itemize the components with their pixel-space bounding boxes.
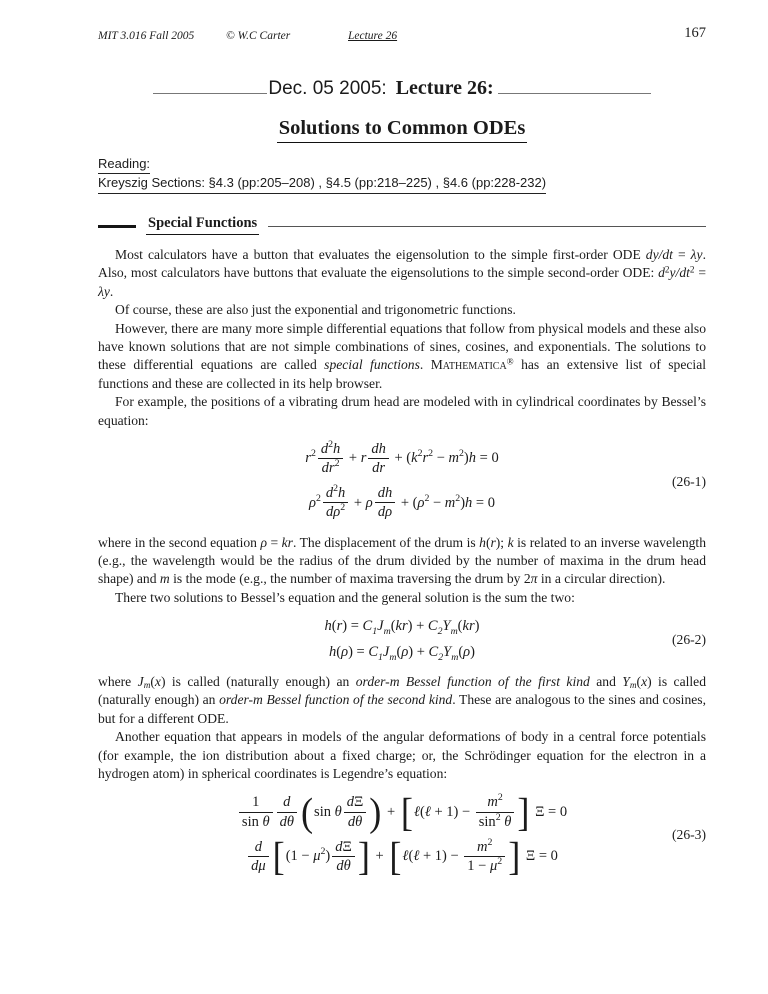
reading-sections: Kreyszig Sections: §4.3 (pp:205–208) , §4.5 (pp:218–225) , §4.6 (pp:228-232) [98, 175, 546, 194]
lecture-header-link[interactable]: Lecture 26 [348, 30, 398, 42]
title-rule-right [498, 93, 651, 94]
lecture-number: Lecture 26: [395, 77, 494, 99]
reading-block [98, 156, 706, 194]
equation-26-3 [98, 783, 706, 887]
paragraph-for-example: For example, the positions of a vibrating drum head are modeled with in cylindrical coordinates by Bessel’s equation: [98, 394, 706, 428]
paragraph-where-bessel: where $J_m(x)$ is called (naturally enough) an order-m Bessel function of the first kind and $Y_m(x)$ is called (naturally enough) an order-m Bessel function of the second kind. These are analogous to the sines and cosines, but for a different ODE. [98, 674, 706, 726]
equation-26-1 [98, 430, 706, 534]
copyright-label: © W.C Carter [226, 30, 291, 42]
equation-26-1-tag: (26-1) [672, 473, 706, 489]
section-heading-label: Special Functions [146, 215, 259, 235]
paragraph-two-solutions: There two solutions to Bessel’s equation and the general solution is the sum the two: [115, 589, 575, 605]
equation-26-2-lines: h ( r ) = $C_1$ $J_m$ ( kr ) + $C_2$ $Y_m$ ( kr ) h ( ρ ) = $C_1$ $J_m$ ( ρ ) + $C_2$ $Y_m$ ( ρ ) [324, 618, 480, 663]
lecture-date: Dec. 05 2005: [268, 78, 387, 99]
main-title: Solutions to Common ODEs [98, 117, 706, 143]
page-number: 167 [684, 25, 706, 41]
title-rule-left [153, 93, 267, 94]
equation-26-2 [98, 607, 706, 673]
section-heading-row [98, 215, 706, 235]
body-text [98, 246, 706, 887]
equation-26-3-tag: (26-3) [672, 826, 706, 842]
paragraph-another-equation: Another equation that appears in models of the angular deformations of body in a central force potentials (for example, the ion distribution about a fixed charge; or, the Schrödinger equation for the electron in a hydrogen atom) in spherical coordinates is Legendre’s equation: [98, 729, 706, 782]
paragraph-of-course: Of course, these are also just the exponential and trigonometric functions. [115, 302, 516, 318]
equation-26-2-tag: (26-2) [672, 631, 706, 647]
reading-label: Reading: [98, 156, 706, 174]
paragraph-however: However, there are many more simple differential equations that follow from physical models and these also have known solutions that are not simple combinations of sines, cosines, and exponentials. The solutions to these differential equations are called special functions. Mathematica® has an extensive list of special functions and these are collected in its help browser. [98, 320, 707, 391]
course-label: MIT 3.016 Fall 2005 [98, 30, 195, 42]
lecture-title-row [98, 72, 706, 98]
section-rule-thick [98, 225, 136, 228]
page-header [98, 25, 706, 46]
equation-26-1-lines: $r^2$ $d^2$ h $dr^2$ + r $\frac{dh}{dr}$ + ( $k^2$ $r^2$ − $m^2$ ) h = 0 $\rho^2$ $d^2$ h $d\rho^2$ + ρ $\frac{dh}{d\rho}$ + ( $\rho^2$ − $m^2$ ) h = 0 [305, 439, 499, 521]
paragraph-where-second: where in the second equation ρ = kr. The displacement of the drum is h(r); k is related to an inverse wavelength (e.g., the wavelength would be the radius of the drum divided by the number of maxima in the drum head shape) and m is the mode (e.g., the number of maxima traversing the drum by 2π in a circular direction). [98, 534, 706, 587]
paragraph-calculators: Most calculators have a button that evaluates the eigensolution to the simple first-order ODE dy/dt = λy. Also, most calculators have buttons that evaluate the eigensolutions to the simple second-order ODE: $d^2y/dt^2 = \lambda y$. [98, 247, 706, 299]
equation-26-3-lines: 1 sin θ $\frac{d}{d\theta}$ ( sin θ d Ξ dθ ) + [ ℓ ( ℓ + 1) − $m^2$ $\sin^2$ θ ] Ξ = 0 $\frac{d}{d\mu}$ [ (1 − $\mu^2$ ) d Ξ dθ ] + [ ℓ ( ℓ + 1) − $m^2$ 1 − $\mu^2$ ] Ξ = 0 [237, 793, 567, 875]
section-rule-thin [268, 226, 706, 227]
